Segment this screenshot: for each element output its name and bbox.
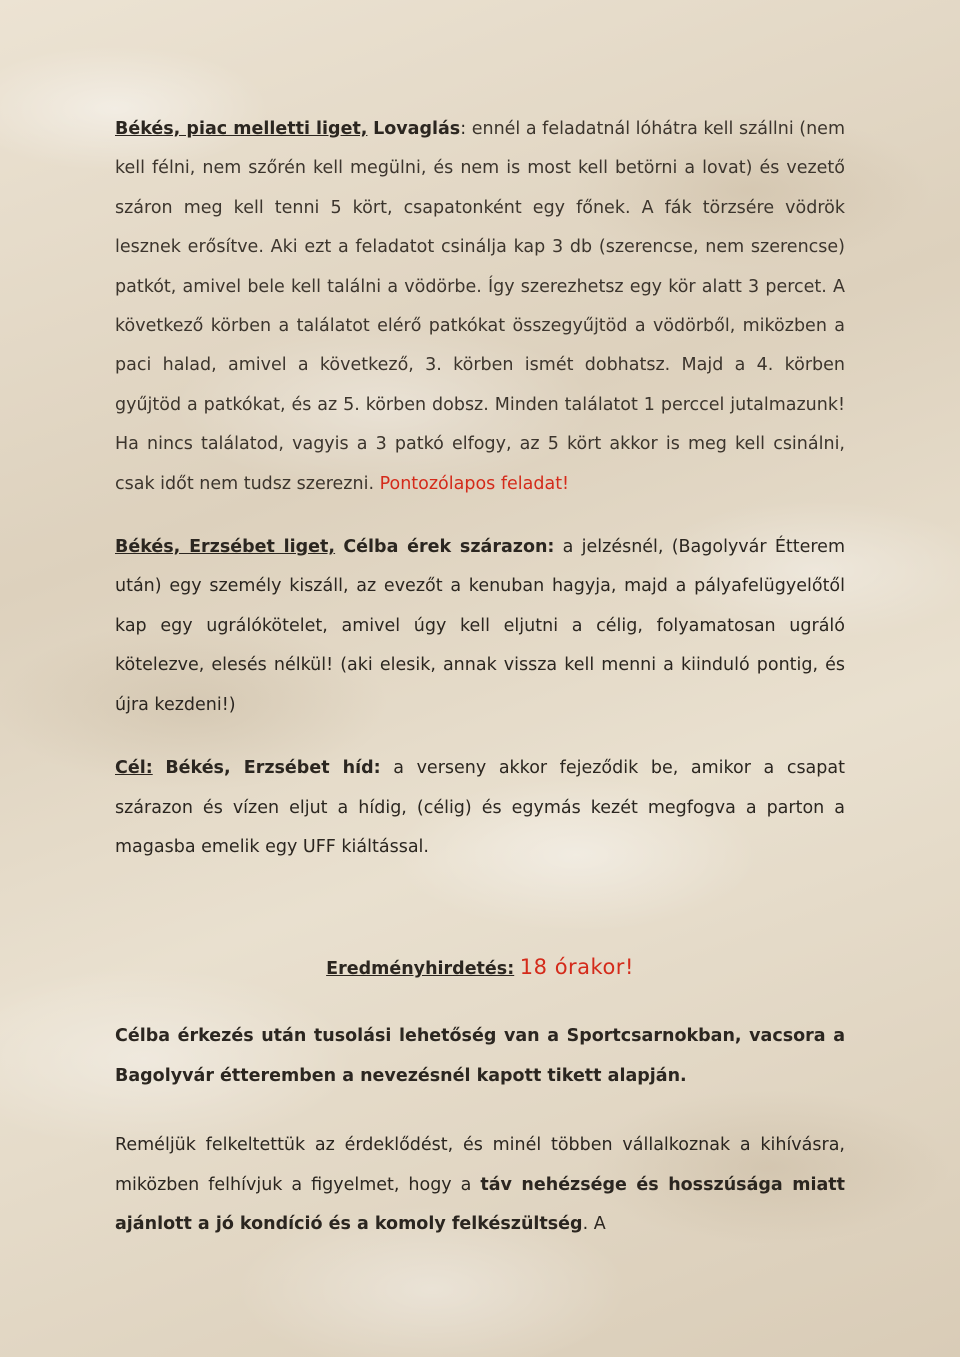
location-erzsebet-liget: Békés, Erzsébet liget, [115, 537, 336, 558]
results-announcement [115, 949, 845, 987]
title-colon: : [460, 119, 467, 139]
finish-label: Cél: [115, 758, 153, 779]
task-title-celba-erek: Célba érek szárazon: [343, 537, 555, 558]
scoresheet-note: Pontozólapos feladat! [379, 473, 570, 494]
closing-emphasis: táv nehézsége és hosszúsága miatt ajánlott a jó kondíció és a komoly felkészültség [115, 1174, 845, 1234]
paragraph-shower-dinner: Célba érkezés után tusolási lehetőség van a Sportcsarnokban, vacsora a Bagolyvár étteremben a nevezésnél kapott tikett alapján. [115, 1026, 845, 1086]
finish-description: a verseny akkor fejeződik be, amikor a csapat szárazon és vízen eljut a hídig, (célig) és egymás kezét megfogva a parton a magasba emelik egy UFF kiáltással. [115, 758, 845, 857]
document-page [115, 110, 845, 1244]
results-time: 18 órakor! [519, 955, 634, 980]
paragraph-cel [115, 749, 845, 867]
paragraph-lovaglas [115, 110, 845, 504]
task-title-lovaglas: Lovaglás [373, 119, 461, 139]
results-label: Eredményhirdetés: [326, 959, 515, 980]
paragraph-celba-erek [115, 528, 845, 725]
closing-text-end: . A [582, 1213, 606, 1234]
lovaglas-description: ennél a feladatnál lóhátra kell szállni (nem kell félni, nem szőrén kell megülni, és nem is most kell betörni a lovat) és vezető száron meg kell tenni 5 kört, csapatonként egy főnek. A fák törzsére vödrök lesznek erősítve. Aki ezt a feladatot csinálja kap 3 db (szerencse, nem szerencse) patkót, amivel bele kell találni a vödörbe. Így szerezhetsz egy kör alatt 3 percet. A következő körben a találatot elérő patkókat összegyűjtöd a vödörből, miközben a paci halad, amivel a következő, 3. körben ismét dobhatsz. Majd a 4. körben gyűjtöd a patkókat, és az 5. körben dobsz. Minden találatot 1 perccel jutalmazunk! Ha nincs találatod, vagyis a 3 patkó elfogy, az 5 kört akkor is meg kell csinálni, csak időt nem tudsz szerezni. [115, 119, 845, 494]
finish-location: Békés, Erzsébet híd: [165, 758, 381, 779]
location-piac-liget: Békés, piac melletti liget, [115, 119, 368, 139]
paragraph-closing [115, 1126, 845, 1244]
closing-text-start: Reméljük felkeltettük az érdeklődést, és minél többen vállalkoznak a kihívásra, miközben felhívjuk a figyelmet, hogy a [115, 1135, 845, 1195]
celba-erek-description: a jelzésnél, (Bagolyvár Étterem után) egy személy kiszáll, az evezőt a kenuban hagyja, majd a pályafelügyelőtől kap egy ugrálókötelet, amivel úgy kell eljutni a célig, folyamatosan ugráló kötelezve, elesés nélkül! (aki elesik, annak vissza kell menni a kiinduló pontig, és újra kezdeni!) [115, 537, 845, 715]
